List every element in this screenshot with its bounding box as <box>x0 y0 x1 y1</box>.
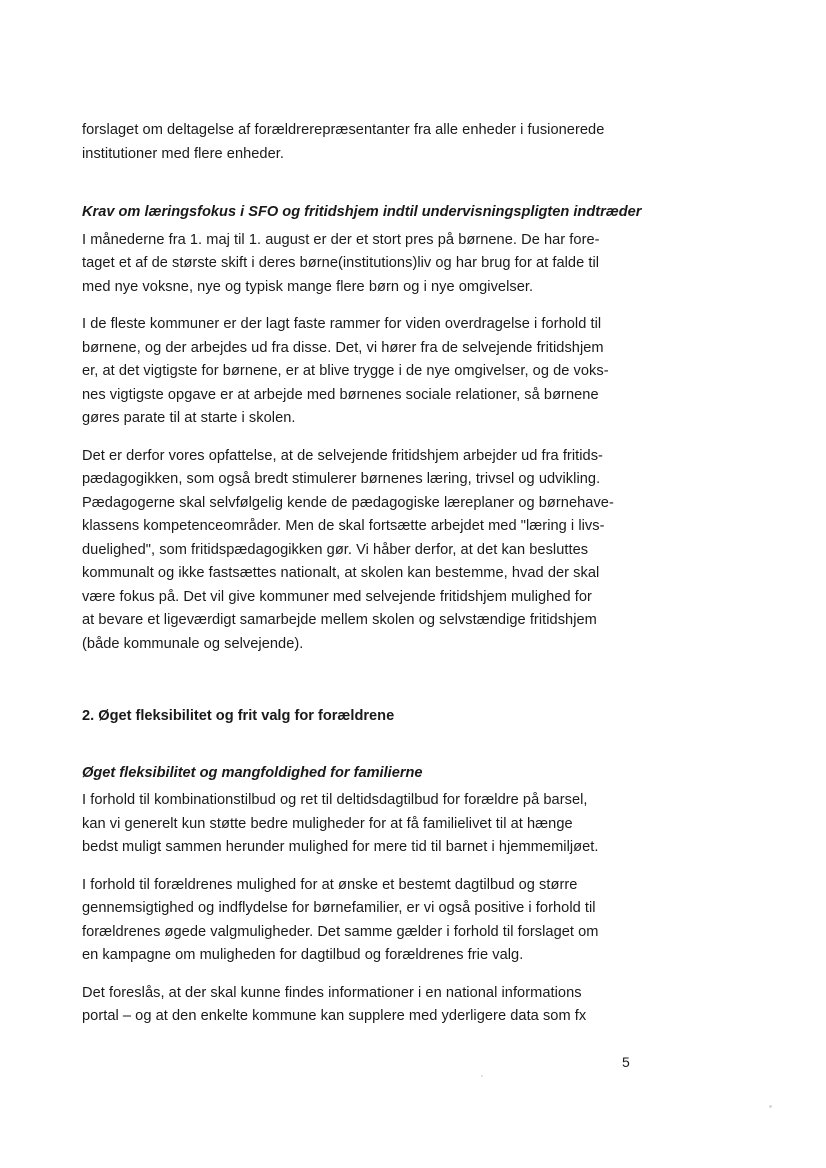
text-line: nes vigtigste opgave er at arbejde med børnenes sociale relationer, så børnene <box>82 386 599 403</box>
text-line: gennemsigtighed og indflydelse for børnefamilier, er vi også positive i forhold til <box>82 900 596 916</box>
text-line: kan vi generelt kun støtte bedre muligheder for at få familielivet til at hænge <box>82 815 573 832</box>
text-line: klassens kompetenceområder. Men de skal fortsætte arbejdet med "læring i livs- <box>82 518 605 534</box>
section-heading-learning-focus: Krav om læringsfokus i SFO og fritidshjem indtil undervisningspligten indtræder <box>82 204 642 220</box>
text-line: Det er derfor vores opfattelse, at de selvejende fritidshjem arbejder ud fra fritids- <box>82 447 603 464</box>
text-line: I forhold til kombinationstilbud og ret til deltidsdagtilbud for forældre på barsel, <box>82 792 588 808</box>
text-line: Det foreslås, at der skal kunne findes informationer i en national informations <box>82 984 582 1001</box>
text-line: med nye voksne, nye og typisk mange flere børn og i nye omgivelser. <box>82 278 534 295</box>
text-line: kommunalt og ikke fastsættes nationalt, at skolen kan bestemme, hvad der skal <box>82 565 600 581</box>
text-line: gøres parate til at starte i skolen. <box>82 410 296 426</box>
paragraph <box>82 229 652 300</box>
page-number: 5 <box>622 1054 630 1070</box>
text-line: I månederne fra 1. maj til 1. august er der et stort pres på børnene. De har fore- <box>82 231 600 248</box>
scan-speck <box>481 1075 483 1077</box>
section-heading-flexibility: 2. Øget fleksibilitet og frit valg for forældrene <box>82 708 395 724</box>
text-line: I forhold til forældrenes mulighed for at ønske et bestemt dagtilbud og større <box>82 876 578 893</box>
paragraph <box>82 982 652 1029</box>
text-line: Pædagogerne skal selvfølgelig kende de pædagogiske læreplaner og børnehave- <box>82 494 614 511</box>
intro-paragraph <box>82 119 652 166</box>
text-line: taget et af de største skift i deres børne(institutions)liv og har brug for at falde til <box>82 255 600 271</box>
paragraph <box>82 313 652 431</box>
paragraph <box>82 874 652 968</box>
text-line: I de fleste kommuner er der lagt faste rammer for viden overdragelse i forhold til <box>82 316 602 332</box>
text-line: (både kommunale og selvejende). <box>82 635 304 652</box>
subsection-heading-diversity: Øget fleksibilitet og mangfoldighed for familierne <box>82 764 423 781</box>
text-line: portal – og at den enkelte kommune kan supplere med yderligere data som fx <box>82 1008 587 1024</box>
text-line: institutioner med flere enheder. <box>82 145 284 162</box>
text-line: børnene, og der arbejdes ud fra disse. Det, vi hører fra de selvejende fritidshjem <box>82 339 604 356</box>
text-line: pædagogikken, som også bredt stimulerer børnenes læring, trivsel og udvikling. <box>82 471 601 487</box>
text-line: forældrenes øgede valgmuligheder. Det samme gælder i forhold til forslaget om <box>82 923 599 940</box>
text-line: en kampagne om muligheden for dagtilbud og forældrenes frie valg. <box>82 947 524 963</box>
paragraph <box>82 789 652 860</box>
text-line: at bevare et ligeværdigt samarbejde mellem skolen og selvstændige fritidshjem <box>82 612 597 628</box>
page-content <box>82 119 652 1029</box>
scan-speck <box>769 1105 772 1108</box>
text-line: bedst muligt sammen herunder mulighed for mere tid til barnet i hjemmemiljøet. <box>82 839 599 855</box>
text-line: være fokus på. Det vil give kommuner med selvejende fritidshjem mulighed for <box>82 588 592 605</box>
text-line: duelighed", som fritidspædagogikken gør. Vi håber derfor, at det kan besluttes <box>82 541 589 558</box>
text-line: er, at det vigtigste for børnene, er at blive trygge i de nye omgivelser, og de voks- <box>82 363 609 379</box>
text-line: forslaget om deltagelse af forældrerepræsentanter fra alle enheder i fusionerede <box>82 122 605 138</box>
paragraph <box>82 445 652 657</box>
